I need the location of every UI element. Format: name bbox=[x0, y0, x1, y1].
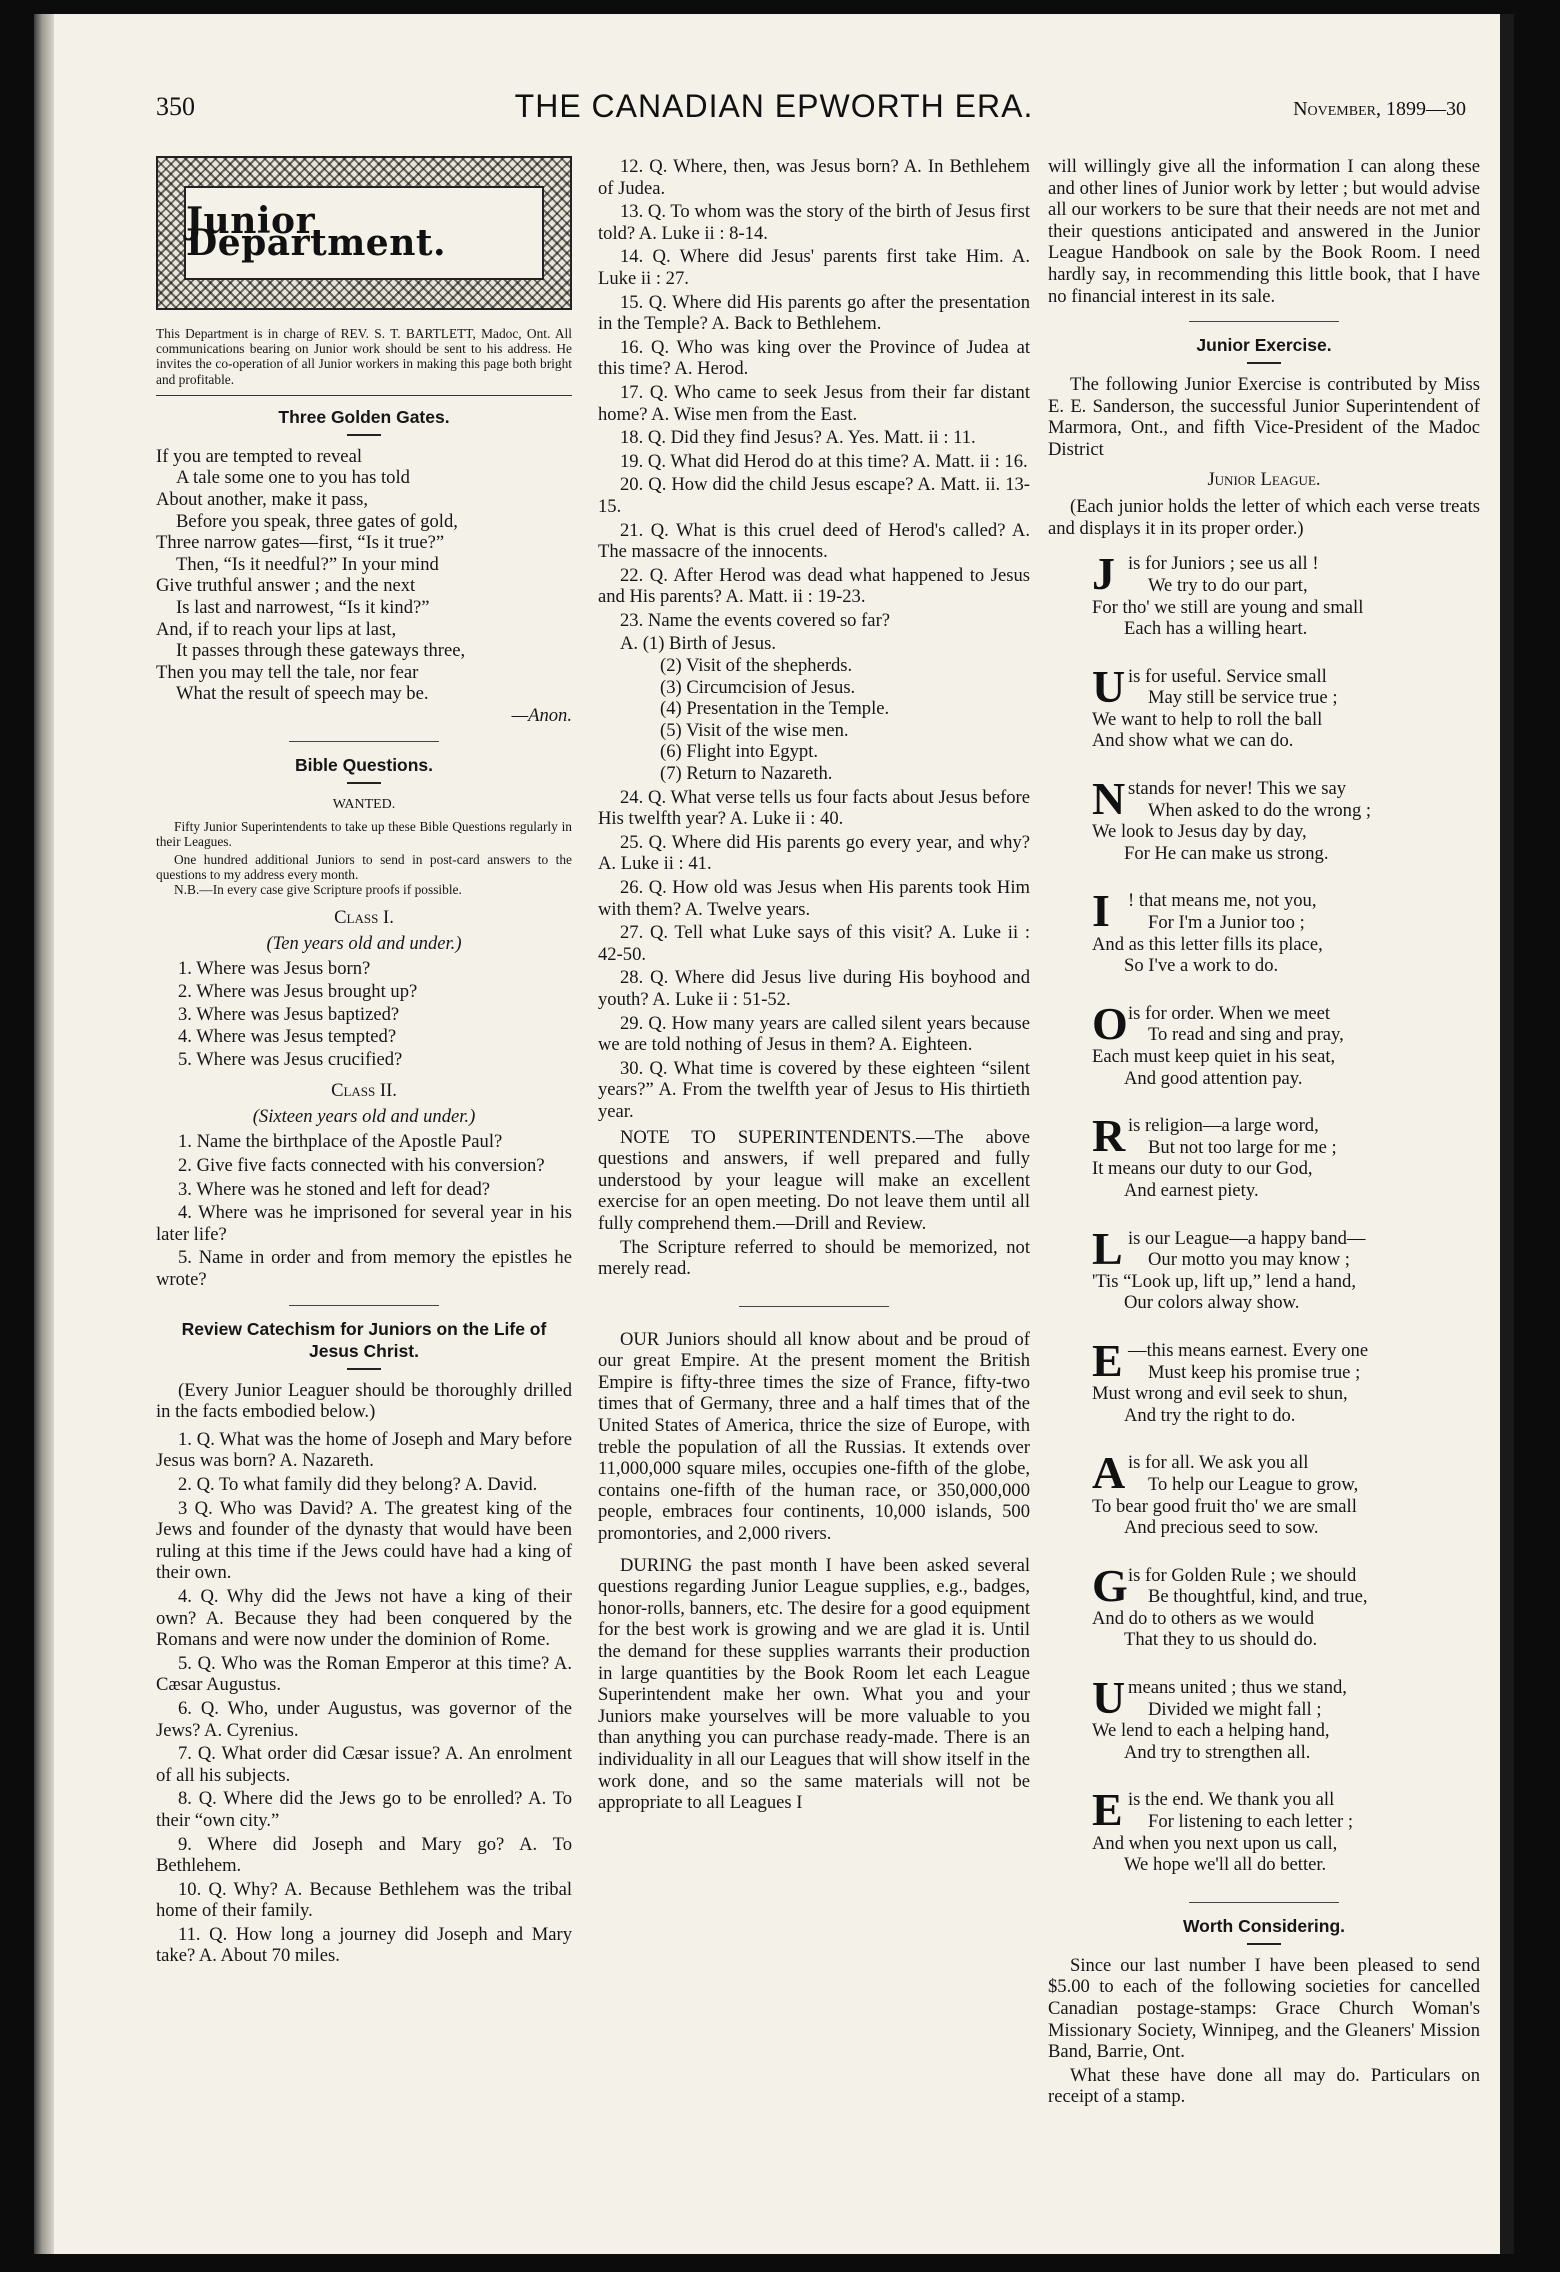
stanza-l: L is our League—a happy band— Our motto you may know ; 'Tis “Look up, lift up,” lend a hand, Our colors alway show. bbox=[1092, 1222, 1366, 1314]
supplies-paragraph: DURING the past month I have been asked several questions regarding Junior League supplies, e.g., badges, honor-rolls, banners, etc. The desire for a good equipment for the best work is growing and we are glad it is. Until the demand for these supplies warrants their production in large quantities by the Book Room let each League Superintendent make her own. What you and your Juniors make yourselves will be more valuable to you than anything you can purchase ready-made. There is an individuality in all our Leagues that will show itself in the work done, and so the same materials will not be appropriate to all Leagues I bbox=[598, 1554, 1030, 1814]
review-questions-continued: 12. Q. Where, then, was Jesus born? A. In Bethlehem of Judea. 13. Q. To whom was the story of the birth of Jesus first told? A. Luke ii : 8-14. 14. Q. Where did Jesus' parents first take Him. A. Luke ii : 27. 15. Q. Where did His parents go after the presentation in the Temple? A. Back to Bethlehem. 16. Q. Who was king over the Province of Judea at this time? A. Herod. 17. Q. Who came to seek Jesus from their far distant home? A. Wise men from the East. 18. Q. Did they find Jesus? A. Yes. Matt. ii : 11. 19. Q. What did Herod do at this time? A. Matt. ii : 16. 20. Q. How did the child Jesus escape? A. Matt. ii. 13-15. 21. Q. What is this cruel deed of Herod's called? A. The massacre of the innocents. 22. Q. After Herod was dead what happened to Jesus and His parents? A. Matt. ii : 19-23. 23. Name the events covered so far? bbox=[598, 156, 1030, 631]
stanza-n: N stands for never! This we say When asked to do the wrong ; We look to Jesus day by day, For He can make us strong. bbox=[1092, 773, 1372, 864]
review-questions-final: 24. Q. What verse tells us four facts about Jesus before His twelfth year? A. Luke ii : 40. 25. Q. Where did His parents go every year, and why? A. Luke ii : 41. 26. Q. How old was Jesus when His parents took Him with them? A. Twelve years. 27. Q. Tell what Luke says of this visit? A. Luke ii : 42-50. 28. Q. Where did Jesus live during His boyhood and youth? A. Luke ii : 51-52. 29. Q. How many years are called silent years because we are told nothing of Jesus in them? A. Eighteen. 30. Q. What time is covered by these eighteen “silent years?” A. From the twelfth year of Jesus to His thirtieth year. bbox=[598, 786, 1030, 1122]
acrostic-exercise bbox=[1048, 548, 1480, 1876]
stanza-u: U is for useful. Service small May still be service true ; We want to help to roll the ball And show what we can do. bbox=[1092, 660, 1338, 752]
stanza-i: I ! that means me, not you, For I'm a Junior too ; And as this letter fills its place, So I've a work to do. bbox=[1092, 885, 1323, 977]
column-middle: 12. Q. Where, then, was Jesus born? A. In Bethlehem of Judea. 13. Q. To whom was the story of the birth of Jesus first told? A. Luke ii : 8-14. 14. Q. Where did Jesus' parents first take Him. A. Luke ii : 27. 15. Q. Where did His parents go after the presentation in the Temple? A. Back to Bethlehem. 16. Q. Who was king over the Province of Judea at this time? A. Herod. 17. Q. Who came to seek Jesus from their far distant home? A. Wise men from the East. 18. Q. Did they find Jesus? A. Yes. Matt. ii : 11. 19. Q. What did Herod do at this time? A. Matt. ii : 16. 20. Q. How did the child Jesus escape? A. Matt. ii. 13-15. 21. Q. What is this cruel deed of Herod's called? A. The massacre of the innocents. 22. Q. After Herod was dead what happened to Jesus and His parents? A. Matt. ii : 19-23. 23. Name the events covered so far? A. (1) Birth of Jesus. (2) Visit of the shepherds. (3) Circumcision of Jesus. (4) Presentation in the Temple. (5) Visit of the wise men. (6) Flight into Egypt. (7) Return to Nazareth. 24. Q. What verse tells us four facts about Jesus before His twelfth year? A. Luke ii : 40. 25. Q. Where did His parents go every year, and why? A. Luke ii : 41. 26. Q. How old was Jesus when His parents took Him with them? A. Twelve years. 27. Q. Tell what Luke says of this visit? A. Luke ii : 42-50. 28. Q. Where did Jesus live during His boyhood and youth? A. Luke ii : 51-52. 29. Q. How many years are called silent years because we are told nothing of Jesus in them? A. Eighteen. 30. Q. What time is covered by these eighteen “silent years?” A. From the twelfth year of Jesus to His thirtieth year. NOTE TO SUPERINTENDENTS.—The above questions and answers, if well prepared and fully understood by your league will make an excellent exercise for an open meeting. Do not leave them until all fully comprehend them.—Drill and Review. The Scripture referred to should be memorized, not merely read. OUR Juniors should all know about and be proud of our great Empire. At the present moment the British Empire is fifty-three times the size of France, fifty-two times that of Germany, three and a half times that of the United States of America, thrice the size of Europe, with treble the population of all the Russias. It extends over 11,000,000 square miles, occupies one-fifth of the globe, contains one-fifth of the human race, or 350,000,000 people, embraces four continents, 10,000 islands, 500 promontories, and 2,000 rivers. DURING the past month I have been asked several questions regarding Junior League supplies, e.g., badges, honor-rolls, banners, etc. The desire for a good equipment for the best work is growing and we are glad it is. Until the demand for these supplies warrants their production in large quantities by the Book Room let each League Superintendent make her own. What you and your Juniors make yourselves will be more valuable to you than anything you can purchase ready-made. There is an individuality in all our Leagues that will show itself in the work done, and so the same materials will not be appropriate to all Leagues I bbox=[598, 156, 1030, 1814]
publication-title: THE CANADIAN EPWORTH ERA. bbox=[514, 88, 1034, 124]
wanted-label: WANTED. bbox=[332, 796, 396, 812]
stanza-r: R is religion—a large word, But not too large for me ; It means our duty to our God, And earnest piety. bbox=[1092, 1110, 1337, 1201]
stanza-j: J is for Juniors ; see us all ! We try to do our part, For tho' we still are young and small Each has a willing heart. bbox=[1092, 548, 1364, 640]
gates-poem: If you are tempted to reveal A tale some one to you has told About another, make it pass, Before you speak, three gates of gold, Three narrow gates—first, “Is it true?” Then, “Is it needful?” In your mind Give truthful answer ; and the next Is last and narrowest, “Is it kind?” And, if to reach your lips at last, It passes through these gateways three, Then you may tell the tale, nor fear What the result of speech may be. —Anon. bbox=[156, 445, 572, 726]
gates-heading: Three Golden Gates. bbox=[278, 406, 450, 427]
empire-paragraph: OUR Juniors should all know about and be proud of our great Empire. At the present moment the British Empire is fifty-three times the size of France, fifty-two times that of Germany, three and a half times that of the United States of America, thrice the size of Europe, with treble the population of all the Russias. It extends over 11,000,000 square miles, occupies one-fifth of the globe, contains one-fifth of the human race, or 350,000,000 people, embraces four continents, 10,000 islands, 500 promontories, and 2,000 rivers. bbox=[598, 1328, 1030, 1545]
review-questions: 1. Q. What was the home of Joseph and Mary before Jesus was born? A. Nazareth. 2. Q. To what family did they belong? A. David. 3 Q. Who was David? A. The greatest king of the Jews and founder of the dynasty that would have been ruling at this time if the Jews could have had a king of their own. 4. Q. Why did the Jews not have a king of their own? A. Because they had been conquered by the Romans and were now under the dominion of Rome. 5. Q. Who was the Roman Emperor at this time? A. Cæsar Augustus. 6. Q. Who, under Augustus, was governor of the Jews? A. Cyrenius. 7. Q. What order did Cæsar issue? A. An enrolment of all his subjects. 8. Q. Where did the Jews go to be enrolled? A. To their “own city.” 9. Where did Joseph and Mary go? A. To Bethlehem. 10. Q. Why? A. Because Bethlehem was the tribal home of their family. 11. Q. How long a journey did Joseph and Mary take? A. About 70 miles. bbox=[156, 1428, 572, 1967]
exercise-heading: Junior Exercise. bbox=[1196, 335, 1332, 356]
page-edge bbox=[1500, 14, 1514, 2254]
issue-date: November, 1899—30 bbox=[1293, 98, 1466, 120]
stanza-u-2: U means united ; thus we stand, Divided we might fall ; We lend to each a helping hand, And try to strengthen all. bbox=[1092, 1672, 1347, 1763]
bible-heading: Bible Questions. bbox=[294, 754, 434, 775]
poem-author: —Anon. bbox=[511, 704, 572, 726]
class-two-questions: 1. Name the birthplace of the Apostle Paul? 2. Give five facts connected with his conversion? 3. Where was he stoned and left for dead? 4. Where was he imprisoned for several year in his later life? 5. Name in order and from memory the epistles he wrote? bbox=[156, 1131, 572, 1291]
stanza-a: A is for all. We ask you all To help our League to grow, To bear good fruit tho' we are small And precious seed to sow. bbox=[1092, 1447, 1359, 1539]
book-binding bbox=[34, 14, 54, 2254]
class-one-questions: 1. Where was Jesus born? 2. Where was Jesus brought up? 3. Where was Jesus baptized? 4. Where was Jesus tempted? 5. Where was Jesus crucified? bbox=[178, 958, 418, 1070]
column-right: will willingly give all the information I can along these and other lines of Junior work by letter ; but would advise all our workers to be sure that their needs are not met and their questions anticipated and answered in the Junior League Handbook on sale by the Book Room. I need hardly say, in recommending this little book, that I have no financial interest in its sale. Junior Exercise. The following Junior Exercise is contributed by Miss E. E. Sanderson, the successful Junior Superintendent of Marmora, Ont., and fifth Vice-President of the Madoc District Junior League. (Each junior holds the letter of which each verse treats and displays it in its proper order.) J is for Juniors ; see us all ! We try to do our part, For tho' we still are young and small Each has a willing heart. U is for useful. Service small May still be service true ; We want to help to roll the ball And show what we can do. N stands for never! This we say When asked to do the wrong ; We look to Jesus day by day, For He can make us strong. I ! that means me, not you, For I'm a Junior too ; And as this letter fills its place, So I've a work to do. O is for order. When we meet To read and sing and pray, Each must keep quiet in his seat, And good attention pay. R is religion—a large word, But not too large for me ; It means our duty to our God, And earnest piety. L is our League—a happy band— Our motto you may know ; 'Tis “Look up, lift up,” lend a hand, Our colors alway show. E —this means earnest. Every one Must keep his promise true ; Must wrong and evil seek to shun, And try the right to do. A is for all. We ask you all To help our League to grow, To bear good fruit tho' we are small And precious seed to sow. G is for Golden Rule ; we should Be thoughtful, kind, and true, And do to others as we would That they to us should do. U means united ; thus we stand, Divided we might fall ; We lend to each a helping hand, And try to strengthen all. E is the end. We thank you all For listening to each letter ; And when you next upon us call, We hope we'll all do better. Worth Considering. Since our last number I have been pleased to send $5.00 to each of the following societies for cancelled Canadian postage-stamps: Grace Church Woman's Missionary Society, Winnipeg, and the Gleaners' Mission Band, Barrie, Ont. What these have done all may do. Particulars on receipt of a stamp. bbox=[1048, 156, 1480, 2108]
stanza-e-2: E is the end. We thank you all For listening to each letter ; And when you next upon us call, We hope we'll all do better. bbox=[1092, 1784, 1353, 1876]
handbook-paragraph: will willingly give all the information I can along these and other lines of Junior work by letter ; but would advise all our workers to be sure that their needs are not met and their questions anticipated and answered in the Junior League Handbook on sale by the Book Room. I need hardly say, in recommending this little book, that I have no financial interest in its sale. bbox=[1048, 156, 1480, 307]
class-two-label: Class II. bbox=[331, 1080, 397, 1102]
stanza-g: G is for Golden Rule ; we should Be thoughtful, kind, and true, And do to others as we would That they to us should do. bbox=[1092, 1559, 1368, 1651]
superintendent-note: NOTE TO SUPERINTENDENTS.—The above questions and answers, if well prepared and fully understood by your league will make an excellent exercise for an open meeting. Do not leave them until all fully comprehend them.—Drill and Review. bbox=[598, 1126, 1030, 1234]
stanza-o: O is for order. When we meet To read and sing and pray, Each must keep quiet in his seat, And good attention pay. bbox=[1092, 997, 1344, 1089]
class-one-label: Class I. bbox=[334, 907, 394, 929]
league-label: Junior League. bbox=[1207, 468, 1321, 490]
worth-heading: Worth Considering. bbox=[1182, 1915, 1346, 1936]
stanza-e: E —this means earnest. Every one Must keep his promise true ; Must wrong and evil seek to shun, And try the right to do. bbox=[1092, 1334, 1369, 1426]
department-banner bbox=[156, 156, 572, 310]
editor-note: This Department is in charge of REV. S. T. BARTLETT, Madoc, Ont. All communications bearing on Junior work should be sent to his address. He invites the co-operation of all Junior workers in making this page both bright and profitable. bbox=[156, 326, 572, 387]
banner-title: Junior Department. bbox=[186, 200, 447, 264]
events-list: A. (1) Birth of Jesus. (2) Visit of the shepherds. (3) Circumcision of Jesus. (4) Presentation in the Temple. (5) Visit of the wise men. (6) Flight into Egypt. (7) Return to Nazareth. bbox=[620, 633, 890, 785]
review-heading: Review Catechism for Juniors on the Life of Jesus Christ. bbox=[181, 1318, 547, 1361]
page bbox=[34, 14, 1514, 2254]
page-number: 350 bbox=[156, 92, 195, 121]
column-left: Junior Department. This Department is in charge of REV. S. T. BARTLETT, Madoc, Ont. All communications bearing on Junior work should be sent to his address. He invites the co-operation of all Junior workers in making this page both bright and profitable. Three Golden Gates. If you are tempted to reveal A tale some one to you has told About another, make it pass, Before you speak, three gates of gold, Three narrow gates—first, “Is it true?” Then, “Is it needful?” In your mind Give truthful answer ; and the next Is last and narrowest, “Is it kind?” And, if to reach your lips at last, It passes through these gateways three, Then you may tell the tale, nor fear What the result of speech may be. —Anon. Bible Questions. WANTED. Fifty Junior Superintendents to take up these Bible Questions regularly in their Leagues. One hundred additional Juniors to send in post-card answers to the questions to my address every month. N.B.—In every case give Scripture proofs if possible. Class I. (Ten years old and under.) 1. Where was Jesus born? 2. Where was Jesus brought up? 3. Where was Jesus baptized? 4. Where was Jesus tempted? 5. Where was Jesus crucified? Class II. (Sixteen years old and under.) 1. Name the birthplace of the Apostle Paul? 2. Give five facts connected with his conversion? 3. Where was he stoned and left for dead? 4. Where was he imprisoned for several year in his later life? 5. Name in order and from memory the epistles he wrote? Review Catechism for Juniors on the Life of Jesus Christ. (Every Junior Leaguer should be thoroughly drilled in the facts embodied below.) 1. Q. What was the home of Joseph and Mary before Jesus was born? A. Nazareth. 2. Q. To what family did they belong? A. David. 3 Q. Who was David? A. The greatest king of the Jews and founder of the dynasty that would have been ruling at this time if the Jews could have had a king of their own. 4. Q. Why did the Jews not have a king of their own? A. Because they had been conquered by the Romans and were now under the dominion of Rome. 5. Q. Who was the Roman Emperor at this time? A. Cæsar Augustus. 6. Q. Who, under Augustus, was governor of the Jews? A. Cyrenius. 7. Q. What order did Cæsar issue? A. An enrolment of all his subjects. 8. Q. Where did the Jews go to be enrolled? A. To their “own city.” 9. Where did Joseph and Mary go? A. To Bethlehem. 10. Q. Why? A. Because Bethlehem was the tribal home of their family. 11. Q. How long a journey did Joseph and Mary take? A. About 70 miles. bbox=[156, 156, 572, 1969]
